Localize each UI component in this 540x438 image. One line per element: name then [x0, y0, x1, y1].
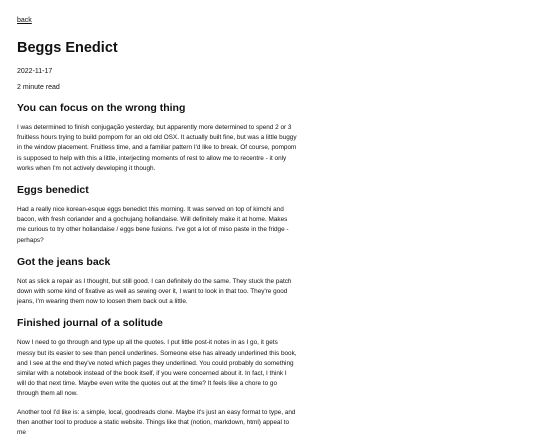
section-body-jeans: Not as slick a repair as I thought, but still good. I can definitely do the same. They stuck the patch down with some kind of fixative as well as sewing over it, I want to look in that too. They're good jeans, I'm wearing them now to loosen them back out a little.: [17, 277, 292, 306]
section-heading-focus: You can focus on the wrong thing: [17, 102, 186, 114]
section-heading-jeans: Got the jeans back: [17, 255, 111, 268]
section-body-journal-2: Another tool I'd like is: a simple, local, goodreads clone. Maybe it's just an easy format to type, and then another tool to produce a static website. Things like that (notion, markdown, html) appeal to me: [17, 408, 296, 437]
section-heading-eggs: Eggs benedict: [17, 184, 89, 197]
section-body-journal: Now I need to go through and type up all the quotes. I put little post-it notes in as I go, it gets messy but its easier to see than pencil underlines. Someone else has already underlined this book, and I see at the end they've noted which pages they underlined. You could probably do something similar with a notebook instead of the book itself, if you were concerned about it. In fact, I think I will do that next time. Maybe even write the quotes out at the time? It feels like a chore to go through them all now.: [17, 339, 297, 398]
back-link[interactable]: back: [17, 17, 32, 24]
section-body-focus: I was determined to finish conjugação yesterday, but apparently more determined to spend 2 or 3 fruitless hours trying to build pompom for an old old OSX. It actually built fine, but was a little buggy in the window placement. Fruitless time, and a familiar pattern I'd like to break. Of course, pompom is supposed to help with this a little, interjecting moments of rest to allow me to recentre - it only works when I'm not actively developing it though.: [17, 124, 297, 172]
post-date: 2022-11-17: [17, 68, 53, 75]
read-time: 2 minute read: [17, 84, 60, 91]
section-heading-journal: Finished journal of a solitude: [17, 317, 163, 330]
page-title: Beggs Enedict: [17, 40, 118, 56]
section-body-eggs: Had a really nice korean-esque eggs benedict this morning. It was served on top of kimchi and bacon, with fresh coriander and a gochujang hollandaise. Will definitely make it at home. Makes me curious to try other hollandaise / eggs bene fusions. I've got a lot of miso paste in the fridge - perhaps?: [17, 206, 289, 244]
